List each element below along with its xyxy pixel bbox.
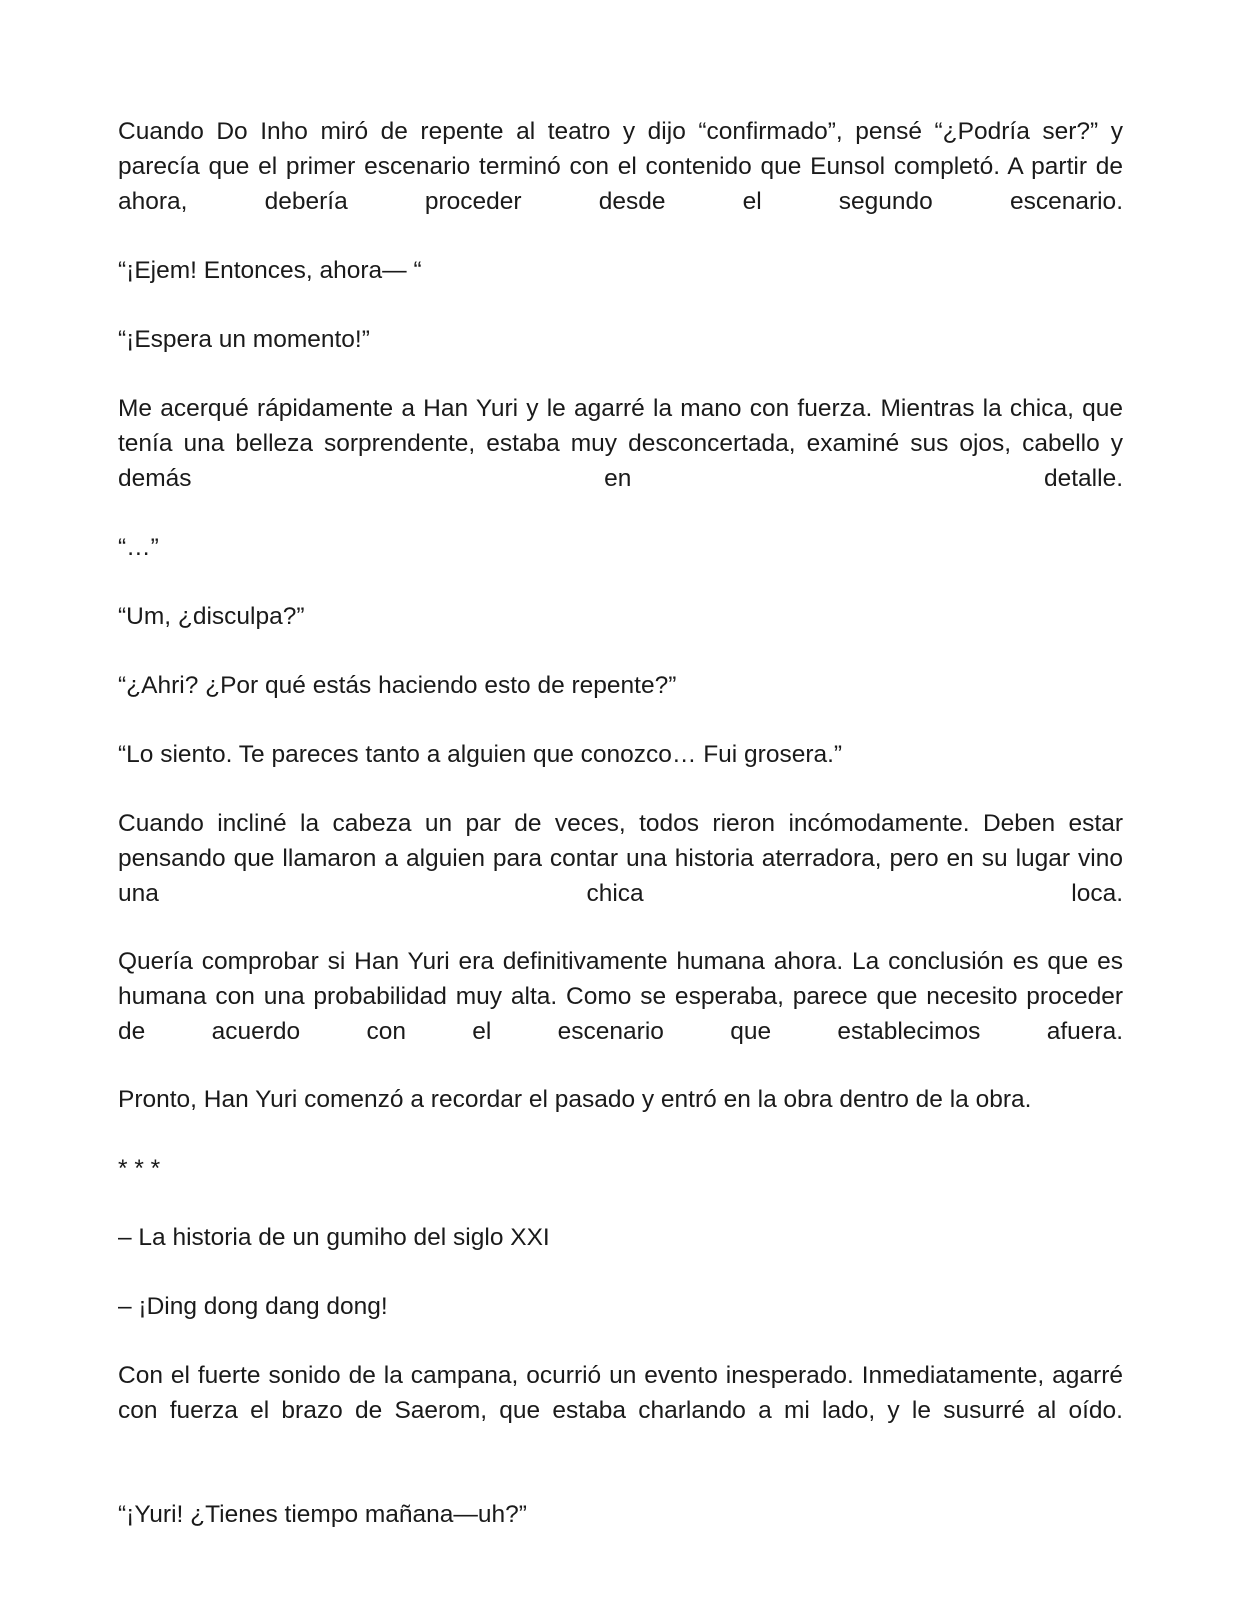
paragraph-2: “¡Ejem! Entonces, ahora— “ <box>118 257 422 284</box>
paragraph-11: Pronto, Han Yuri comenzó a recordar el pasado y entró en la obra dentro de la obra. <box>118 1086 1032 1113</box>
paragraph-13: – ¡Ding dong dang dong! <box>118 1293 388 1320</box>
paragraph-1: Cuando Do Inho miró de repente al teatro y dijo “confirmado”, pensé “¿Podría ser?” y parecía que el primer escenario terminó con el contenido que Eunsol completó. A partir de ahora, debería proceder desde el segundo escenario. <box>118 118 1123 215</box>
paragraph-12: – La historia de un gumiho del siglo XXI <box>118 1224 550 1251</box>
paragraph-15: “¡Yuri! ¿Tienes tiempo mañana—uh?” <box>118 1501 527 1528</box>
paragraph-6: “Um, ¿disculpa?” <box>118 603 305 630</box>
paragraph-8: “Lo siento. Te pareces tanto a alguien que conozco… Fui grosera.” <box>118 741 843 768</box>
paragraph-3: “¡Espera un momento!” <box>118 326 370 353</box>
paragraph-5: “…” <box>118 534 159 561</box>
paragraph-7: “¿Ahri? ¿Por qué estás haciendo esto de repente?” <box>118 672 677 699</box>
paragraph-14: Con el fuerte sonido de la campana, ocurrió un evento inesperado. Inmediatamente, agarré con fuerza el brazo de Saerom, que estaba charlando a mi lado, y le susurré al oído. <box>118 1362 1123 1424</box>
paragraph-4: Me acerqué rápidamente a Han Yuri y le agarré la mano con fuerza. Mientras la chica, que tenía una belleza sorprendente, estaba muy desconcertada, examiné sus ojos, cabello y demás en detalle. <box>118 395 1123 492</box>
scene-break: * * * <box>118 1155 161 1182</box>
paragraph-9: Cuando incliné la cabeza un par de veces, todos rieron incómodamente. Deben estar pensando que llamaron a alguien para contar una historia aterradora, pero en su lugar vino una chica loca. <box>118 810 1123 907</box>
paragraph-10: Quería comprobar si Han Yuri era definitivamente humana ahora. La conclusión es que es humana con una probabilidad muy alta. Como se esperaba, parece que necesito proceder de acuerdo con el escenario que establecimos afuera. <box>118 948 1123 1045</box>
